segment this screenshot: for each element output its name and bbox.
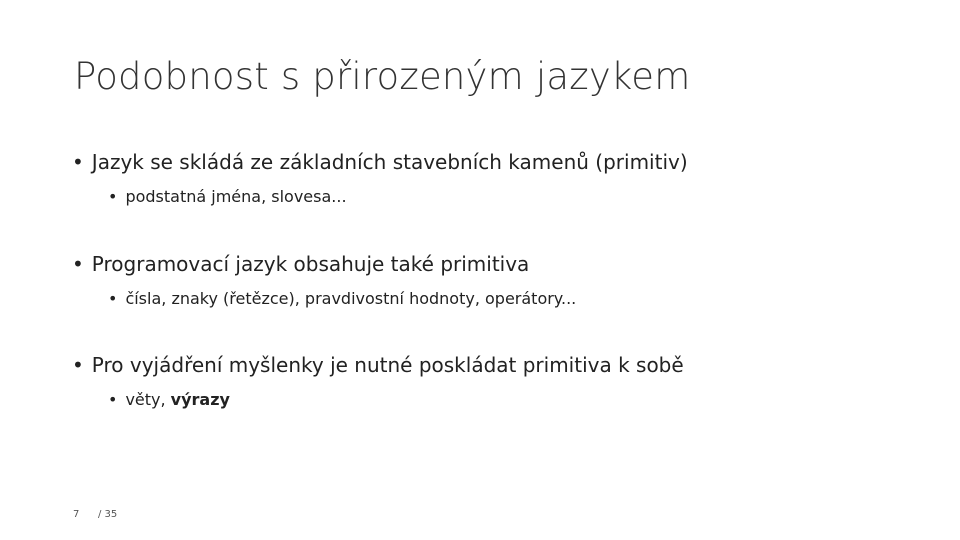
sub-bullet-item [108, 289, 576, 308]
sub-bullet-text: čísla, znaky (řetězce), pravdivostní hodnoty, operátory... [125, 289, 577, 308]
bullet-icon: • [108, 187, 118, 206]
slide-title: Podobnost s přirozeným jazykem [74, 55, 691, 98]
bullet-text: Pro vyjádření myšlenky je nutné poskládat primitiva k sobě [91, 353, 684, 377]
bullet-item [72, 353, 684, 377]
bullet-icon: • [72, 252, 84, 276]
bullet-icon: • [72, 353, 84, 377]
bullet-text: Jazyk se skládá ze základních stavebních kamenů (primitiv) [91, 150, 688, 174]
sub-bullet-item [108, 390, 230, 409]
bullet-item [72, 150, 688, 174]
bullet-icon: • [108, 390, 118, 409]
bullet-text: Programovací jazyk obsahuje také primitiva [91, 252, 530, 276]
bullet-icon: • [72, 150, 84, 174]
bullet-item [72, 252, 529, 276]
sub-bullet-text-prefix: věty, [125, 390, 171, 409]
sub-bullet-text [125, 390, 230, 409]
page-number: 7 [73, 509, 80, 520]
sub-bullet-item [108, 187, 347, 206]
bullet-icon: • [108, 289, 118, 308]
sub-bullet-text-bold: výrazy [170, 390, 230, 409]
sub-bullet-text: podstatná jména, slovesa... [125, 187, 347, 206]
page-total: / 35 [98, 509, 118, 520]
